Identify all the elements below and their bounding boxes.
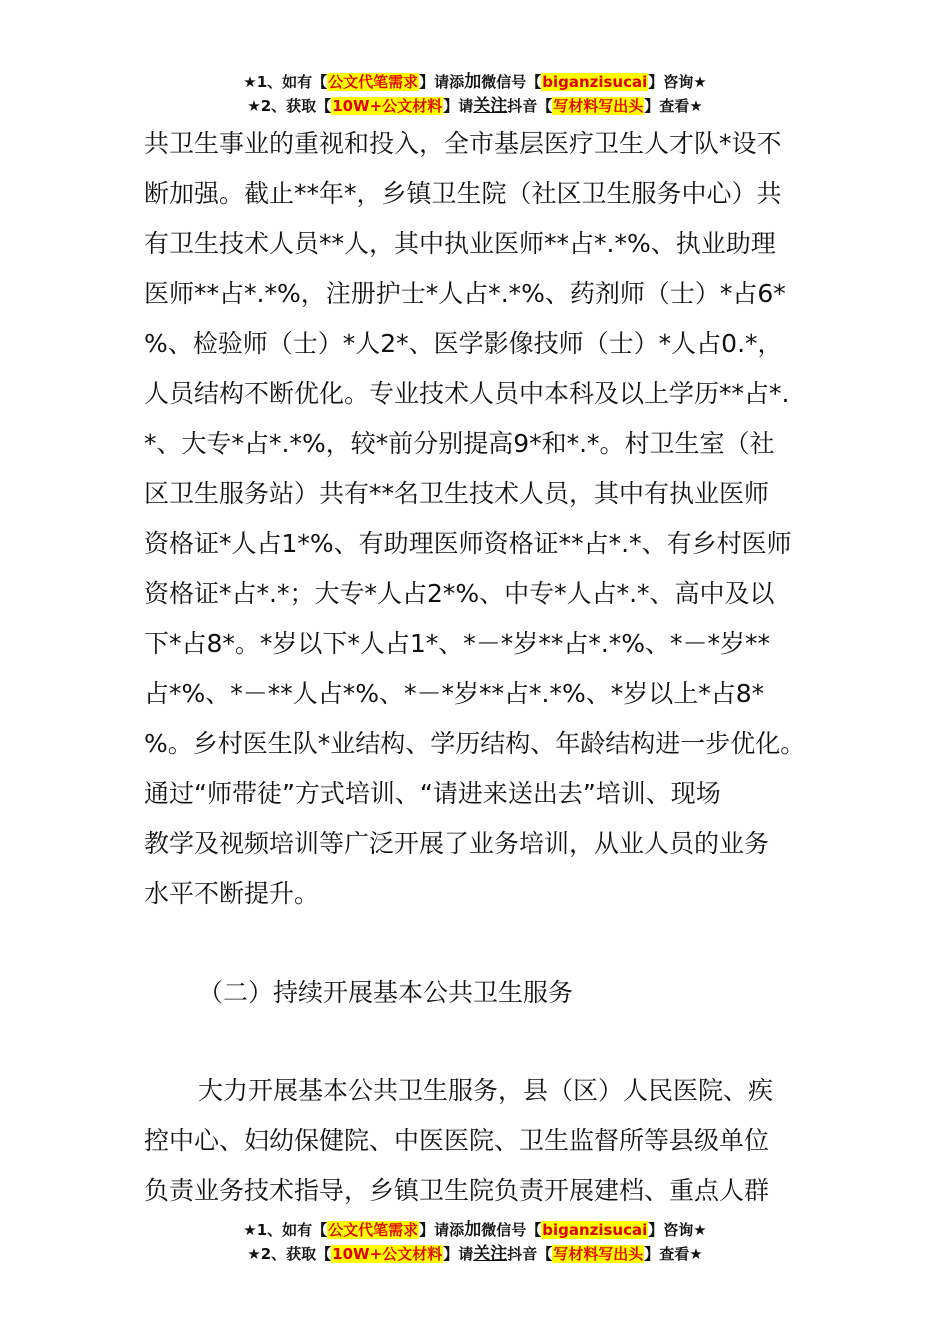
text-line: 资格证*占*.*；大专*人占2*%、中专*人占*.*、高中及以	[144, 579, 775, 608]
banner-text: 关注	[473, 96, 508, 116]
banner-line-1	[0, 70, 950, 94]
text-line: 人员结构不断优化。专业技术人员中本科及以上学历**占*.	[144, 379, 790, 408]
banner-text: 加	[464, 1220, 482, 1240]
text-line: %。乡村医生队*业结构、学历结构、年龄结构进一步优化。	[144, 729, 806, 758]
text-line: 大力开展基本公共卫生服务，县（区）人民医院、疾	[198, 1076, 774, 1105]
text-line: 教学及视频培训等广泛开展了业务培训，从业人员的业务	[144, 829, 770, 858]
text-line: 水平不断提升。	[144, 879, 320, 908]
banner-text: 】请添	[419, 1221, 465, 1239]
banner-line-2	[0, 1242, 950, 1266]
banner-text: 微信号【	[481, 73, 542, 91]
banner-text: 】查看★	[644, 97, 703, 115]
banner-text: ★1、如有【	[243, 1221, 328, 1239]
banner-highlight: 公文代笔需求	[328, 73, 419, 91]
banner-text: 】查看★	[644, 1245, 703, 1263]
text-line: 控中心、妇幼保健院、中医医院、卫生监督所等县级单位	[144, 1126, 770, 1155]
text-line: 负责业务技术指导，乡镇卫生院负责开展建档、重点人群	[144, 1176, 770, 1205]
text-line: *、大专*占*.*%，较*前分别提高9*和*.*。村卫生室（社	[144, 429, 775, 458]
top-banner	[0, 70, 950, 118]
text-line: 医师**占*.*%，注册护士*人占*.*%、药剂师（士）*占6*	[144, 279, 786, 308]
wechat-id-highlight: biganzisucai	[542, 1221, 648, 1239]
text-line: 下*占8*。*岁以下*人占1*、*－*岁**占*.*%、*－*岁**	[144, 629, 771, 658]
banner-text: 微信号【	[481, 1221, 542, 1239]
banner-text: 】咨询★	[648, 73, 707, 91]
text-line: %、检验师（士）*人2*、医学影像技师（士）*人占0.*，	[144, 329, 783, 358]
text-line: 共卫生事业的重视和投入，全市基层医疗卫生人才队*设不	[144, 129, 782, 158]
text-line: 通过“师带徒”方式培训、“请进来送出去”培训、现场	[144, 779, 721, 808]
banner-text: ★2、获取【	[247, 97, 332, 115]
text-line: 断加强。截止**年*，乡镇卫生院（社区卫生服务中心）共	[144, 179, 782, 208]
text-line: 区卫生服务站）共有**名卫生技术人员，其中有执业医师	[144, 479, 770, 508]
banner-text: 抖音【	[507, 1245, 553, 1263]
banner-text: 关注	[473, 1244, 508, 1264]
banner-highlight: 10W+公文材料	[332, 1245, 443, 1263]
banner-text: 抖音【	[507, 97, 553, 115]
banner-highlight: 公文代笔需求	[328, 1221, 419, 1239]
document-body-paragraph-2	[144, 1066, 819, 1216]
bottom-banner	[0, 1218, 950, 1266]
section-heading: （二）持续开展基本公共卫生服务	[198, 978, 574, 1007]
banner-text: 加	[464, 72, 482, 92]
banner-highlight: 10W+公文材料	[332, 97, 443, 115]
douyin-id-highlight: 写材料写出头	[553, 1245, 644, 1263]
banner-text: 】请	[443, 97, 474, 115]
wechat-id-highlight: biganzisucai	[542, 73, 648, 91]
banner-text: 】咨询★	[648, 1221, 707, 1239]
banner-text: ★1、如有【	[243, 73, 328, 91]
banner-text: 】请添	[419, 73, 465, 91]
text-line: 有卫生技术人员**人，其中执业医师**占*.*%、执业助理	[144, 229, 776, 258]
text-line: 资格证*人占1*%、有助理医师资格证**占*.*、有乡村医师	[144, 529, 792, 558]
douyin-id-highlight: 写材料写出头	[553, 97, 644, 115]
banner-text: ★2、获取【	[247, 1245, 332, 1263]
banner-text: 】请	[443, 1245, 474, 1263]
text-line: 占*%、*－**人占*%、*－*岁**占*.*%、*岁以上*占8*	[144, 679, 765, 708]
banner-line-1	[0, 1218, 950, 1242]
banner-line-2	[0, 94, 950, 118]
document-body-paragraph-1	[144, 119, 819, 919]
